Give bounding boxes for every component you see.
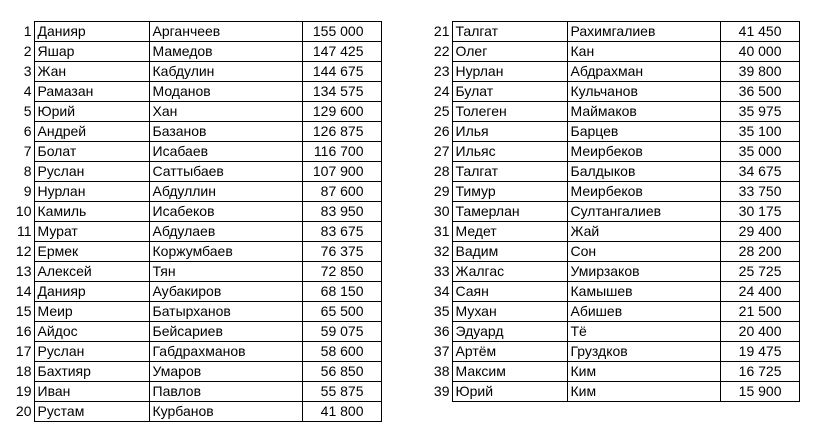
first-name-cell: Рустам	[34, 402, 149, 422]
table-row	[428, 82, 799, 102]
table-row	[428, 42, 799, 62]
table-row	[428, 62, 799, 82]
first-name-cell: Алексей	[34, 262, 149, 282]
last-name-cell: Абдрахман	[567, 62, 720, 82]
table-row	[428, 262, 799, 282]
first-name-cell: Саян	[452, 282, 567, 302]
last-name-cell: Абишев	[567, 302, 720, 322]
last-name-cell: Павлов	[149, 382, 302, 402]
row-number: 29	[433, 183, 450, 199]
table-row	[10, 222, 381, 242]
row-number: 39	[433, 383, 450, 399]
table-row	[428, 22, 799, 42]
first-name-cell: Иван	[34, 382, 149, 402]
row-number: 19	[15, 383, 32, 399]
row-number: 35	[433, 303, 450, 319]
last-name-cell: Кабдулин	[149, 62, 302, 82]
amount-cell: 58 600	[302, 342, 381, 362]
row-number: 30	[433, 203, 450, 219]
row-number: 27	[433, 143, 450, 159]
first-name-cell: Руслан	[34, 162, 149, 182]
amount-cell: 36 500	[720, 82, 799, 102]
table-row	[10, 162, 381, 182]
first-name-cell: Максим	[452, 362, 567, 382]
row-number: 36	[433, 323, 450, 339]
first-name-cell: Эдуард	[452, 322, 567, 342]
first-name-cell: Тамерлан	[452, 202, 567, 222]
first-name-cell: Толеген	[452, 102, 567, 122]
first-name-cell: Андрей	[34, 122, 149, 142]
first-name-cell: Медет	[452, 222, 567, 242]
first-name-cell: Жан	[34, 62, 149, 82]
amount-cell: 126 875	[302, 122, 381, 142]
amount-cell: 147 425	[302, 42, 381, 62]
last-name-cell: Базанов	[149, 122, 302, 142]
last-name-cell: Ким	[567, 382, 720, 402]
first-name-cell: Вадим	[452, 242, 567, 262]
amount-cell: 65 500	[302, 302, 381, 322]
row-number: 1	[23, 23, 32, 39]
amount-cell: 59 075	[302, 322, 381, 342]
last-name-cell: Саттыбаев	[149, 162, 302, 182]
amount-cell: 35 975	[720, 102, 799, 122]
row-number: 14	[15, 283, 32, 299]
first-name-cell: Рамазан	[34, 82, 149, 102]
amount-cell: 29 400	[720, 222, 799, 242]
table-row	[10, 122, 381, 142]
amount-cell: 28 200	[720, 242, 799, 262]
last-name-cell: Меирбеков	[567, 142, 720, 162]
table-row	[428, 122, 799, 142]
first-name-cell: Тимур	[452, 182, 567, 202]
first-name-cell: Юрий	[34, 102, 149, 122]
first-name-cell: Бахтияр	[34, 362, 149, 382]
last-name-cell: Тян	[149, 262, 302, 282]
last-name-cell: Бейсариев	[149, 322, 302, 342]
amount-cell: 25 725	[720, 262, 799, 282]
table-row	[10, 242, 381, 262]
amount-cell: 34 675	[720, 162, 799, 182]
first-name-cell: Мурат	[34, 222, 149, 242]
last-name-cell: Меирбеков	[567, 182, 720, 202]
row-number: 20	[15, 403, 32, 419]
last-name-cell: Султангалиев	[567, 202, 720, 222]
row-number: 22	[433, 43, 450, 59]
first-name-cell: Артём	[452, 342, 567, 362]
last-name-cell: Умирзаков	[567, 262, 720, 282]
amount-cell: 39 800	[720, 62, 799, 82]
first-name-cell: Меир	[34, 302, 149, 322]
row-number: 6	[23, 123, 32, 139]
row-number: 18	[15, 363, 32, 379]
amount-cell: 56 850	[302, 362, 381, 382]
row-number: 11	[16, 223, 32, 239]
table-row	[428, 102, 799, 122]
last-name-cell: Маймаков	[567, 102, 720, 122]
table-row	[428, 302, 799, 322]
last-name-cell: Моданов	[149, 82, 302, 102]
first-name-cell: Юрий	[452, 382, 567, 402]
first-name-cell: Камиль	[34, 202, 149, 222]
amount-cell: 83 675	[302, 222, 381, 242]
row-number: 9	[23, 183, 32, 199]
table-row	[428, 162, 799, 182]
last-name-cell: Аубакиров	[149, 282, 302, 302]
first-name-cell: Жалгас	[452, 262, 567, 282]
last-name-cell: Кан	[567, 42, 720, 62]
first-name-cell: Ильяс	[452, 142, 567, 162]
first-name-cell: Руслан	[34, 342, 149, 362]
amount-cell: 144 675	[302, 62, 381, 82]
table-row	[10, 82, 381, 102]
row-number: 21	[433, 23, 450, 39]
table-row	[428, 282, 799, 302]
row-number: 34	[433, 283, 450, 299]
amount-cell: 35 100	[720, 122, 799, 142]
first-name-cell: Нурлан	[452, 62, 567, 82]
first-name-cell: Айдос	[34, 322, 149, 342]
first-name-cell: Талгат	[452, 22, 567, 42]
last-name-cell: Абдулаев	[149, 222, 302, 242]
row-number: 38	[433, 363, 450, 379]
first-name-cell: Талгат	[452, 162, 567, 182]
last-name-cell: Жай	[567, 222, 720, 242]
first-name-cell: Ермек	[34, 242, 149, 262]
amount-cell: 24 400	[720, 282, 799, 302]
table-row	[10, 62, 381, 82]
row-number: 10	[15, 203, 32, 219]
table-row	[10, 342, 381, 362]
row-number: 26	[433, 123, 450, 139]
row-number: 7	[23, 143, 32, 159]
table-row	[10, 202, 381, 222]
table-row	[428, 382, 799, 402]
table-row	[10, 382, 381, 402]
amount-cell: 129 600	[302, 102, 381, 122]
table-row	[10, 262, 381, 282]
last-name-cell: Габдрахманов	[149, 342, 302, 362]
amount-cell: 134 575	[302, 82, 381, 102]
table-row	[428, 182, 799, 202]
table-row	[428, 242, 799, 262]
last-name-cell: Исабеков	[149, 202, 302, 222]
last-name-cell: Исабаев	[149, 142, 302, 162]
amount-cell: 41 800	[302, 402, 381, 422]
last-name-cell: Абдуллин	[149, 182, 302, 202]
last-name-cell: Коржумбаев	[149, 242, 302, 262]
last-name-cell: Умаров	[149, 362, 302, 382]
first-name-cell: Булат	[452, 82, 567, 102]
table-row	[428, 362, 799, 382]
table-row	[428, 202, 799, 222]
first-name-cell: Илья	[452, 122, 567, 142]
row-number: 2	[23, 43, 32, 59]
row-number: 25	[433, 103, 450, 119]
amount-cell: 40 000	[720, 42, 799, 62]
last-name-cell: Мамедов	[149, 42, 302, 62]
row-number: 5	[23, 103, 32, 119]
amount-cell: 19 475	[720, 342, 799, 362]
ranking-table-right-body	[428, 22, 799, 402]
last-name-cell: Курбанов	[149, 402, 302, 422]
amount-cell: 16 725	[720, 362, 799, 382]
first-name-cell: Мухан	[452, 302, 567, 322]
amount-cell: 72 850	[302, 262, 381, 282]
amount-cell: 76 375	[302, 242, 381, 262]
table-row	[428, 322, 799, 342]
amount-cell: 33 750	[720, 182, 799, 202]
first-name-cell: Олег	[452, 42, 567, 62]
amount-cell: 41 450	[720, 22, 799, 42]
row-number: 15	[15, 303, 32, 319]
table-row	[428, 222, 799, 242]
amount-cell: 15 900	[720, 382, 799, 402]
last-name-cell: Балдыков	[567, 162, 720, 182]
last-name-cell: Кульчанов	[567, 82, 720, 102]
row-number: 12	[15, 243, 32, 259]
first-name-cell: Нурлан	[34, 182, 149, 202]
table-row	[428, 142, 799, 162]
last-name-cell: Ким	[567, 362, 720, 382]
row-number: 28	[433, 163, 450, 179]
ranking-table-left-body	[10, 22, 381, 422]
ranking-table-right	[428, 21, 800, 402]
amount-cell: 155 000	[302, 22, 381, 42]
table-row	[10, 302, 381, 322]
amount-cell: 68 150	[302, 282, 381, 302]
table-row	[10, 42, 381, 62]
amount-cell: 107 900	[302, 162, 381, 182]
last-name-cell: Батырханов	[149, 302, 302, 322]
amount-cell: 20 400	[720, 322, 799, 342]
first-name-cell: Яшар	[34, 42, 149, 62]
last-name-cell: Хан	[149, 102, 302, 122]
row-number: 13	[15, 263, 32, 279]
last-name-cell: Рахимгалиев	[567, 22, 720, 42]
amount-cell: 21 500	[720, 302, 799, 322]
last-name-cell: Тё	[567, 322, 720, 342]
table-row	[10, 182, 381, 202]
table-row	[10, 142, 381, 162]
last-name-cell: Арганчеев	[149, 22, 302, 42]
row-number: 8	[23, 163, 32, 179]
row-number: 4	[23, 83, 32, 99]
last-name-cell: Камышев	[567, 282, 720, 302]
table-row	[428, 342, 799, 362]
amount-cell: 55 875	[302, 382, 381, 402]
table-row	[10, 322, 381, 342]
amount-cell: 30 175	[720, 202, 799, 222]
first-name-cell: Данияр	[34, 22, 149, 42]
ranking-table-left	[10, 21, 382, 422]
row-number: 32	[433, 243, 450, 259]
amount-cell: 116 700	[302, 142, 381, 162]
row-number: 16	[15, 323, 32, 339]
table-row	[10, 282, 381, 302]
row-number: 23	[433, 63, 450, 79]
last-name-cell: Груздков	[567, 342, 720, 362]
amount-cell: 87 600	[302, 182, 381, 202]
table-row	[10, 362, 381, 382]
first-name-cell: Болат	[34, 142, 149, 162]
table-row	[10, 22, 381, 42]
row-number: 33	[433, 263, 450, 279]
row-number: 31	[433, 223, 450, 239]
row-number: 3	[23, 63, 32, 79]
row-number: 24	[433, 83, 450, 99]
table-row	[10, 102, 381, 122]
amount-cell: 35 000	[720, 142, 799, 162]
row-number: 37	[433, 343, 450, 359]
first-name-cell: Данияр	[34, 282, 149, 302]
table-row	[10, 402, 381, 422]
amount-cell: 83 950	[302, 202, 381, 222]
row-number: 17	[15, 343, 32, 359]
last-name-cell: Сон	[567, 242, 720, 262]
last-name-cell: Барцев	[567, 122, 720, 142]
